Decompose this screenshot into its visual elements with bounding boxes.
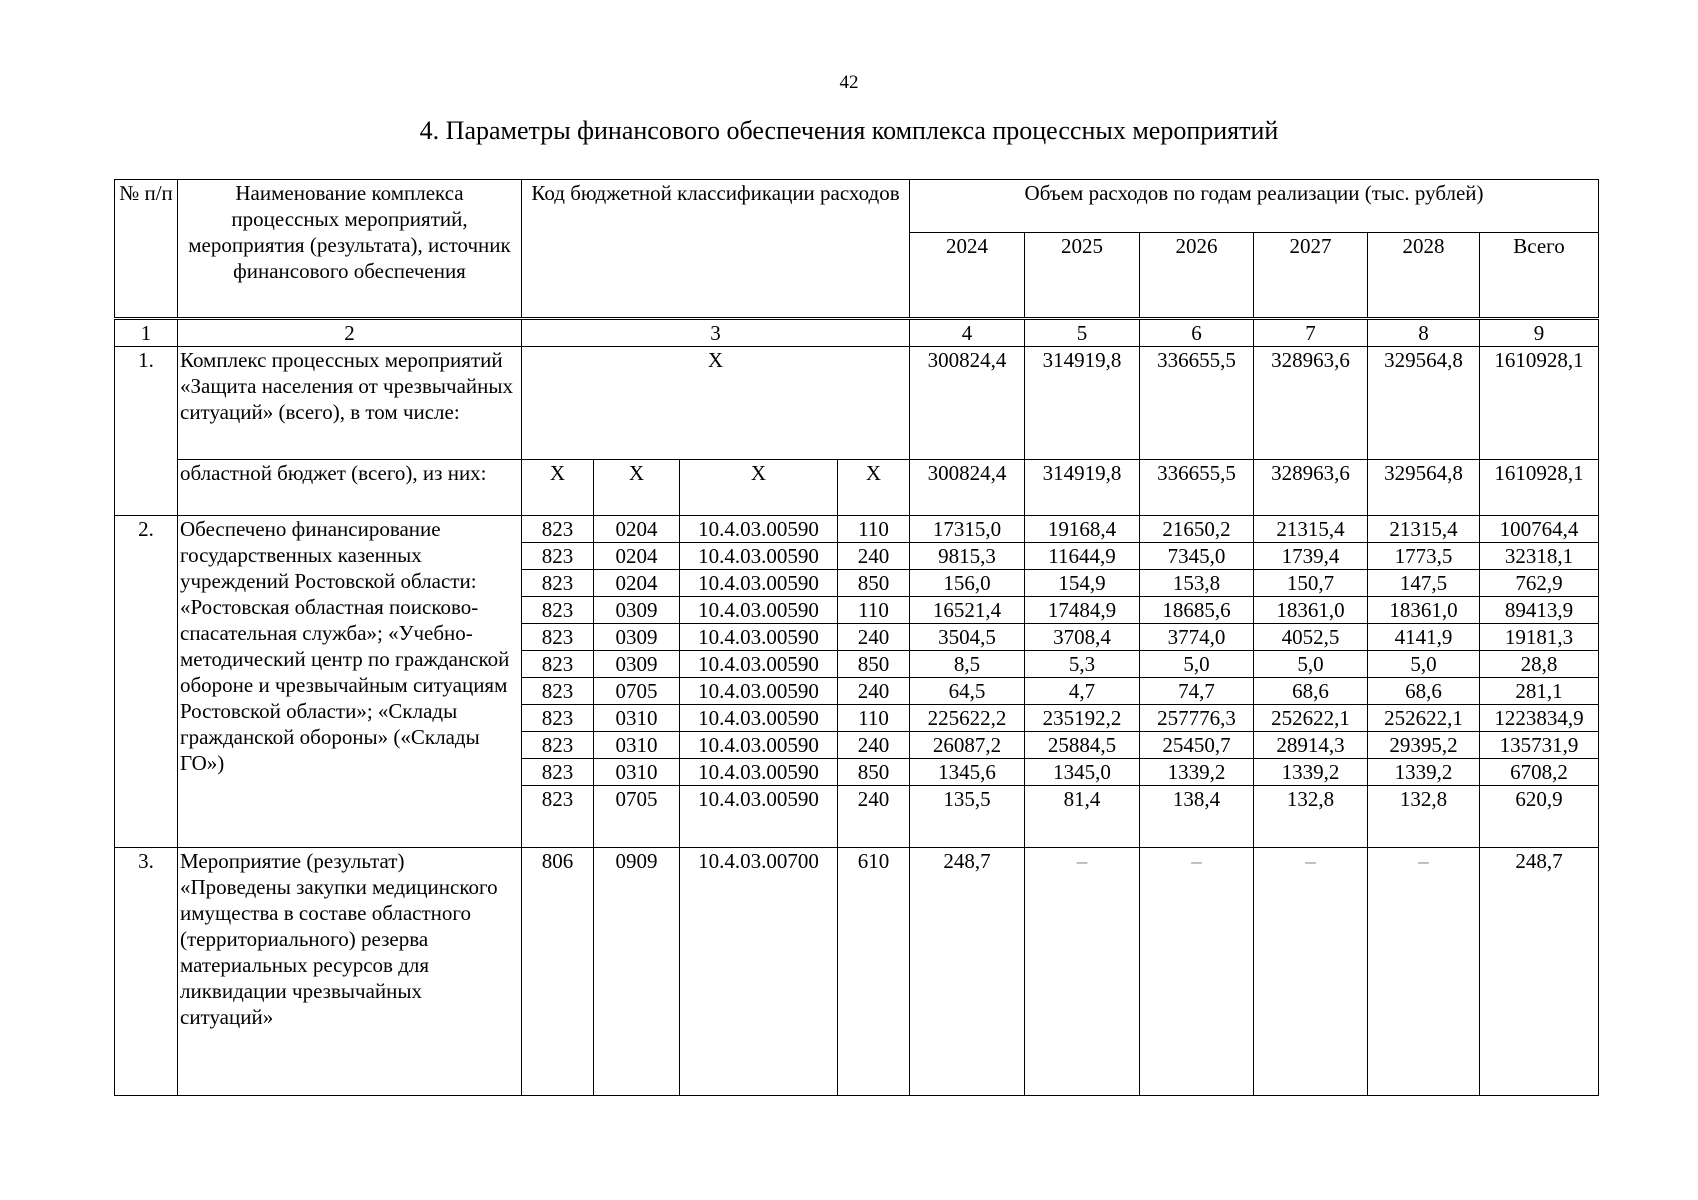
budget-code: 806	[522, 848, 594, 1096]
value-cell: 1739,4	[1254, 543, 1368, 570]
value-cell: 314919,8	[1025, 460, 1140, 516]
value-cell: 252622,1	[1254, 705, 1368, 732]
budget-code: 850	[838, 651, 910, 678]
header-year: 2028	[1368, 233, 1480, 319]
value-cell: 32318,1	[1480, 543, 1599, 570]
budget-code: 823	[522, 651, 594, 678]
value-cell: 257776,3	[1140, 705, 1254, 732]
value-cell: 248,7	[910, 848, 1025, 1096]
value-cell: 329564,8	[1368, 347, 1480, 460]
value-cell: 100764,4	[1480, 516, 1599, 543]
value-cell: 7345,0	[1140, 543, 1254, 570]
value-cell: 68,6	[1254, 678, 1368, 705]
value-cell: 132,8	[1254, 786, 1368, 848]
budget-code: 0310	[594, 705, 680, 732]
budget-code: 0309	[594, 624, 680, 651]
budget-code: 10.4.03.00700	[680, 848, 838, 1096]
budget-code: 850	[838, 759, 910, 786]
budget-code: Х	[522, 460, 594, 516]
value-cell: 138,4	[1140, 786, 1254, 848]
budget-code: 850	[838, 570, 910, 597]
value-cell: 147,5	[1368, 570, 1480, 597]
value-cell: 68,6	[1368, 678, 1480, 705]
header-expense-volume: Объем расходов по годам реализации (тыс. рублей)	[910, 180, 1599, 233]
value-cell: 19168,4	[1025, 516, 1140, 543]
value-cell: 314919,8	[1025, 347, 1140, 460]
value-cell: 18685,6	[1140, 597, 1254, 624]
budget-code: 0204	[594, 543, 680, 570]
row-name: Мероприятие (результат) «Проведены закупки медицинского имущества в составе областного (территориального) резерва материальных ресурсов для ликвидации чрезвычайных ситуаций»	[178, 848, 522, 1096]
budget-code: 240	[838, 678, 910, 705]
value-cell: 81,4	[1025, 786, 1140, 848]
table-row	[115, 347, 1599, 460]
value-cell: 3504,5	[910, 624, 1025, 651]
value-cell: 21315,4	[1254, 516, 1368, 543]
value-cell: 18361,0	[1254, 597, 1368, 624]
value-cell: –	[1140, 848, 1254, 1096]
budget-code: 10.4.03.00590	[680, 516, 838, 543]
budget-code: 823	[522, 705, 594, 732]
value-cell: 1345,6	[910, 759, 1025, 786]
column-number: 6	[1140, 319, 1254, 347]
value-cell: 17315,0	[910, 516, 1025, 543]
table-row	[115, 516, 1599, 543]
column-number: 2	[178, 319, 522, 347]
value-cell: 762,9	[1480, 570, 1599, 597]
budget-code: 10.4.03.00590	[680, 759, 838, 786]
value-cell: 154,9	[1025, 570, 1140, 597]
budget-code: 823	[522, 516, 594, 543]
value-cell: 235192,2	[1025, 705, 1140, 732]
column-number: 9	[1480, 319, 1599, 347]
budget-code: 110	[838, 516, 910, 543]
budget-code: Х	[838, 460, 910, 516]
value-cell: 156,0	[910, 570, 1025, 597]
header-total: Всего	[1480, 233, 1599, 319]
value-cell: 1339,2	[1368, 759, 1480, 786]
budget-code: 10.4.03.00590	[680, 543, 838, 570]
budget-code: 823	[522, 624, 594, 651]
header-year: 2027	[1254, 233, 1368, 319]
header-year: 2025	[1025, 233, 1140, 319]
budget-code: 823	[522, 732, 594, 759]
budget-code: 240	[838, 786, 910, 848]
value-cell: 5,0	[1368, 651, 1480, 678]
value-cell: 64,5	[910, 678, 1025, 705]
value-cell: 153,8	[1140, 570, 1254, 597]
value-cell: 1610928,1	[1480, 460, 1599, 516]
budget-code: Х	[680, 460, 838, 516]
value-cell: 29395,2	[1368, 732, 1480, 759]
budget-code: 240	[838, 543, 910, 570]
budget-code: 0310	[594, 759, 680, 786]
budget-code: 10.4.03.00590	[680, 732, 838, 759]
value-cell: 1610928,1	[1480, 347, 1599, 460]
value-cell: 4,7	[1025, 678, 1140, 705]
column-number: 4	[910, 319, 1025, 347]
value-cell: 28914,3	[1254, 732, 1368, 759]
value-cell: –	[1025, 848, 1140, 1096]
budget-code: 10.4.03.00590	[680, 597, 838, 624]
value-cell: 16521,4	[910, 597, 1025, 624]
budget-code: 0705	[594, 786, 680, 848]
value-cell: 3774,0	[1140, 624, 1254, 651]
value-cell: 5,0	[1140, 651, 1254, 678]
value-cell: 150,7	[1254, 570, 1368, 597]
value-cell: 74,7	[1140, 678, 1254, 705]
value-cell: 4052,5	[1254, 624, 1368, 651]
page-number: 42	[839, 72, 859, 93]
value-cell: 21315,4	[1368, 516, 1480, 543]
value-cell: 28,8	[1480, 651, 1599, 678]
row-name: областной бюджет (всего), из них:	[178, 460, 522, 516]
row-number: 2.	[115, 516, 178, 848]
budget-code: 10.4.03.00590	[680, 570, 838, 597]
row-number: 1.	[115, 347, 178, 516]
value-cell: 17484,9	[1025, 597, 1140, 624]
budget-code: 823	[522, 570, 594, 597]
table-row	[115, 848, 1599, 1096]
budget-code: 0309	[594, 651, 680, 678]
budget-code: 10.4.03.00590	[680, 786, 838, 848]
budget-code: 823	[522, 543, 594, 570]
header-year: 2026	[1140, 233, 1254, 319]
budget-code: 823	[522, 759, 594, 786]
column-number: 1	[115, 319, 178, 347]
value-cell: 225622,2	[910, 705, 1025, 732]
value-cell: 248,7	[1480, 848, 1599, 1096]
value-cell: 1345,0	[1025, 759, 1140, 786]
value-cell: 1223834,9	[1480, 705, 1599, 732]
column-number: 8	[1368, 319, 1480, 347]
budget-code: 10.4.03.00590	[680, 705, 838, 732]
value-cell: 281,1	[1480, 678, 1599, 705]
budget-code: 240	[838, 624, 910, 651]
budget-code: 10.4.03.00590	[680, 678, 838, 705]
value-cell: 132,8	[1368, 786, 1480, 848]
value-cell: 1773,5	[1368, 543, 1480, 570]
budget-code: Х	[522, 347, 910, 460]
value-cell: 328963,6	[1254, 460, 1368, 516]
value-cell: 26087,2	[910, 732, 1025, 759]
budget-code: 10.4.03.00590	[680, 651, 838, 678]
value-cell: 25450,7	[1140, 732, 1254, 759]
value-cell: 89413,9	[1480, 597, 1599, 624]
value-cell: –	[1254, 848, 1368, 1096]
header-budget-code: Код бюджетной классификации расходов	[522, 180, 910, 319]
budget-code: 240	[838, 732, 910, 759]
value-cell: 18361,0	[1368, 597, 1480, 624]
header-year: 2024	[910, 233, 1025, 319]
value-cell: 300824,4	[910, 347, 1025, 460]
value-cell: 328963,6	[1254, 347, 1368, 460]
budget-code: 610	[838, 848, 910, 1096]
value-cell: 5,3	[1025, 651, 1140, 678]
value-cell: 21650,2	[1140, 516, 1254, 543]
value-cell: –	[1368, 848, 1480, 1096]
value-cell: 336655,5	[1140, 347, 1254, 460]
budget-code: 0204	[594, 516, 680, 543]
budget-code: 0310	[594, 732, 680, 759]
budget-code: 0204	[594, 570, 680, 597]
value-cell: 1339,2	[1140, 759, 1254, 786]
value-cell: 135,5	[910, 786, 1025, 848]
column-number: 3	[522, 319, 910, 347]
value-cell: 336655,5	[1140, 460, 1254, 516]
budget-code: 110	[838, 705, 910, 732]
header-number: № п/п	[115, 180, 178, 319]
row-number: 3.	[115, 848, 178, 1096]
budget-code: 0309	[594, 597, 680, 624]
value-cell: 5,0	[1254, 651, 1368, 678]
budget-code: Х	[594, 460, 680, 516]
header-name: Наименование комплекса процессных мероприятий, мероприятия (результата), источник финансового обеспечения	[178, 180, 522, 319]
value-cell: 11644,9	[1025, 543, 1140, 570]
document-title: 4. Параметры финансового обеспечения комплекса процессных мероприятий	[419, 116, 1279, 145]
budget-code: 823	[522, 597, 594, 624]
value-cell: 300824,4	[910, 460, 1025, 516]
value-cell: 3708,4	[1025, 624, 1140, 651]
budget-code: 10.4.03.00590	[680, 624, 838, 651]
value-cell: 19181,3	[1480, 624, 1599, 651]
value-cell: 1339,2	[1254, 759, 1368, 786]
value-cell: 6708,2	[1480, 759, 1599, 786]
value-cell: 9815,3	[910, 543, 1025, 570]
budget-code: 0909	[594, 848, 680, 1096]
budget-code: 0705	[594, 678, 680, 705]
budget-code: 110	[838, 597, 910, 624]
table-row	[115, 460, 1599, 516]
value-cell: 329564,8	[1368, 460, 1480, 516]
column-number: 5	[1025, 319, 1140, 347]
value-cell: 25884,5	[1025, 732, 1140, 759]
value-cell: 252622,1	[1368, 705, 1480, 732]
value-cell: 4141,9	[1368, 624, 1480, 651]
row-name: Обеспечено финансирование государственных казенных учреждений Ростовской области: «Ростовская областная поисково-спасательная служба»; «Учебно-методический центр по гражданской обороне и чрезвычайным ситуациям Ростовской области»; «Склады гражданской обороны» («Склады ГО»)	[178, 516, 522, 848]
column-number: 7	[1254, 319, 1368, 347]
value-cell: 620,9	[1480, 786, 1599, 848]
financing-table	[114, 179, 1599, 1096]
value-cell: 135731,9	[1480, 732, 1599, 759]
value-cell: 8,5	[910, 651, 1025, 678]
row-name: Комплекс процессных мероприятий «Защита населения от чрезвычайных ситуаций» (всего), в том числе:	[178, 347, 522, 460]
budget-code: 823	[522, 678, 594, 705]
budget-code: 823	[522, 786, 594, 848]
